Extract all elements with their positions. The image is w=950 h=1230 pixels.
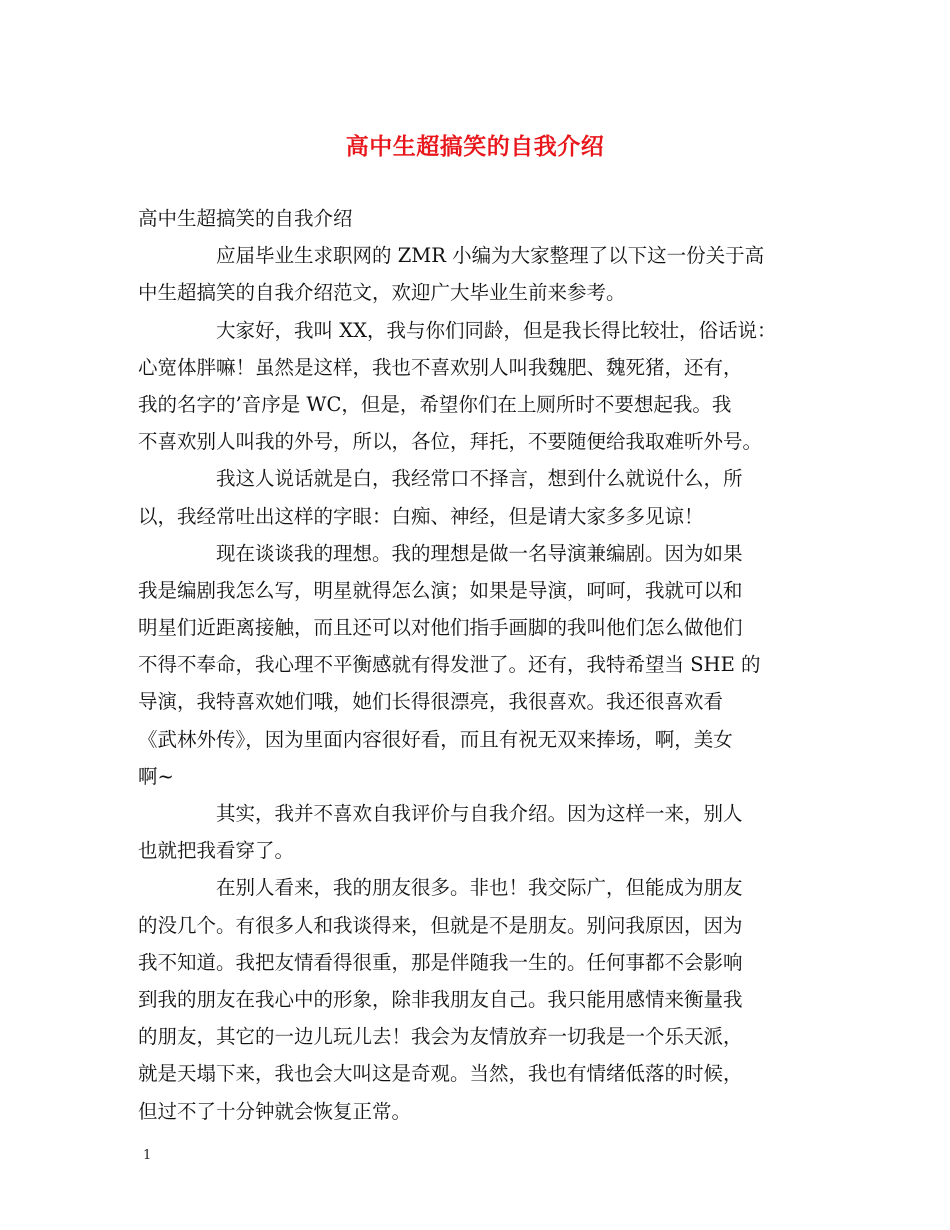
text-line: 我是编剧我怎么写，明星就得怎么演；如果是导演，呵呵，我就可以和 [138,578,743,602]
text-line: 中生超搞笑的自我介绍范文，欢迎广大毕业生前来参考。 [138,281,626,305]
text-line: 以，我经常吐出这样的字眼：白痴、神经，但是请大家多多见谅！ [138,504,704,528]
page-number: 1 [143,1148,152,1163]
text-line: 现在谈谈我的理想。我的理想是做一名导演兼编剧。因为如果 [216,541,743,565]
text-line: 明星们近距离接触，而且还可以对他们指手画脚的我叫他们怎么做他们 [138,616,743,640]
text-line: 其实，我并不喜欢自我评价与自我介绍。因为这样一来，别人 [216,802,743,825]
text-line: 的没几个。有很多人和我谈得来，但就是不是朋友。别问我原因，因为 [138,913,743,937]
text-line: 到我的朋友在我心中的形象，除非我朋友自己。我只能用感情来衡量我 [138,987,743,1011]
text-line: 我这人说话就是白，我经常口不择言，想到什么就说什么，所 [216,467,743,491]
text-line: 就是天塌下来，我也会大叫这是奇观。当然，我也有情绪低落的时候， [138,1062,743,1086]
text-line: 啊~ [138,764,174,788]
text-line: 我的名字的’音序是 WC，但是，希望你们在上厕所时不要想起我。我 [138,392,732,416]
text-line: 但过不了十分钟就会恢复正常。 [138,1099,412,1123]
text-line: 在别人看来，我的朋友很多。非也！我交际广，但能成为朋友 [216,876,743,900]
document-body [138,200,814,1130]
text-line: 导演，我特喜欢她们哦，她们长得很漂亮，我很喜欢。我还很喜欢看 [138,690,724,714]
text-line: 心宽体胖嘛！虽然是这样，我也不喜欢别人叫我魏肥、魏死猪，还有， [138,355,743,379]
text-line: 也就把我看穿了。 [138,839,295,863]
text-line: 《武林外传》，因为里面内容很好看，而且有祝无双来捧场，啊，美女 [138,727,733,751]
text-line: 高中生超搞笑的自我介绍 [138,207,353,230]
text-line: 不喜欢别人叫我的外号，所以，各位，拜托，不要随便给我取难听外号。 [138,430,763,454]
text-line: 不得不奉命，我心理不平衡感就有得发泄了。还有，我特希望当 SHE 的 [138,653,761,677]
text-line: 应届毕业生求职网的 ZMR 小编为大家整理了以下这一份关于高 [216,244,765,268]
text-line: 我不知道。我把友情看得很重，那是伴随我一生的。任何事都不会影响 [138,950,743,974]
text-line: 大家好，我叫 XX，我与你们同龄，但是我长得比较壮，俗话说： [216,318,777,342]
text-line: 的朋友，其它的一边儿玩儿去！我会为友情放弃一切我是一个乐天派， [138,1025,743,1049]
document-title: 高中生超搞笑的自我介绍 [345,133,605,160]
